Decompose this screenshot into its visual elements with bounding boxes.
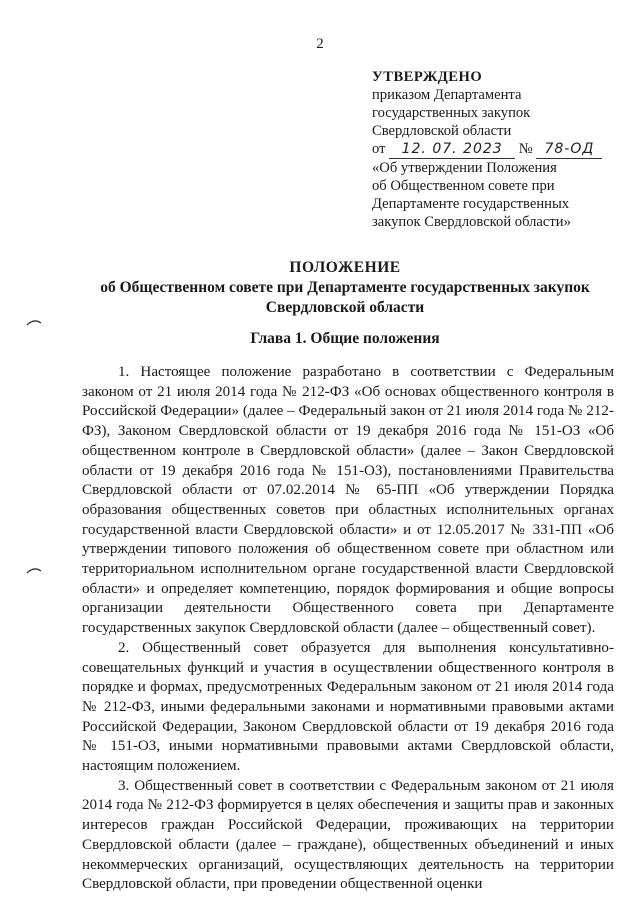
document-body bbox=[82, 363, 614, 895]
title-subtitle: Свердловской области bbox=[265, 299, 425, 316]
approval-subject-line: закупок Свердловской области» bbox=[372, 214, 571, 230]
approval-subject-line: об Общественном совете при bbox=[372, 178, 555, 194]
page-number: 2 bbox=[316, 36, 324, 52]
handwritten-date: 12. 07. 2023 bbox=[389, 140, 515, 159]
approval-subject-line: «Об утверждении Положения bbox=[372, 160, 557, 176]
title-subtitle: об Общественном совете при Департаменте государственных закупок bbox=[100, 279, 590, 296]
title-main: ПОЛОЖЕНИЕ bbox=[289, 259, 401, 276]
approval-line: государственных закупок bbox=[372, 105, 531, 121]
hole-punch-mark-icon bbox=[26, 318, 42, 326]
approval-subject-line: Департаменте государственных bbox=[372, 196, 570, 212]
document-title bbox=[80, 258, 610, 318]
handwritten-number: 78-ОД bbox=[536, 140, 602, 159]
number-label: № bbox=[518, 141, 533, 157]
paragraph-2: 2. Общественный совет образуется для выполнения консультативно-совещательных функций и участия в осуществлении общественного контроля в порядке и формах, предусмотренных Федеральным законом от 21 июля 2014 года № 212-ФЗ, иными федеральными законами и нормативными правовыми актами Российской Федерации, Законом Свердловской области от 19 декабря 2016 года № 151-ОЗ, иными нормативными правовыми актами Свердловской области, настоящим положением. bbox=[82, 639, 614, 775]
hole-punch-mark-icon bbox=[26, 566, 42, 574]
chapter-title: Глава 1. Общие положения bbox=[250, 330, 440, 347]
from-label: от bbox=[372, 141, 386, 157]
paragraph-1: 1. Настоящее положение разработано в соответствии с Федеральным законом от 21 июля 2014 года № 212-ФЗ «Об основах общественного контроля в Российской Федерации» (далее – Федеральный закон от 21 июля 2014 года № 212-ФЗ), Законом Свердловской области от 19 декабря 2016 года № 151-ОЗ «Об общественном контроле в Свердловской области» (далее – Закон Свердловской области от 19 декабря 2016 года № 151-ОЗ), постановлениями Правительства Свердловской области от 07.02.2014 № 65-ПП «Об утверждении Порядка образования общественных советов при областных исполнительных органах государственной власти Свердловской области» и от 12.05.2017 № 331-ПП «Об утверждении типового положения об общественном совете при областном или территориальном исполнительном органе государственной власти Свердловской области» и определяет компетенцию, порядок формирования и общие вопросы организации деятельности Общественного совета при Департаменте государственных закупок Свердловской области (далее – общественный совет). bbox=[82, 364, 614, 637]
approval-stamp bbox=[372, 68, 622, 231]
order-date-number bbox=[372, 140, 622, 159]
approval-line: приказом Департамента bbox=[372, 87, 522, 103]
approval-heading: УТВЕРЖДЕНО bbox=[372, 69, 483, 85]
approval-line: Свердловской области bbox=[372, 123, 512, 139]
paragraph-3: 3. Общественный совет в соответствии с Федеральным законом от 21 июля 2014 года № 212-ФЗ формируется в целях обеспечения и защиты прав и законных интересов граждан Российской Федерации, проживающих на территории Свердловской области (далее – граждане), общественных объединений и иных некоммерческих организаций, осуществляющих деятельность на территории Свердловской области, при проведении общественной оценки bbox=[82, 777, 614, 893]
